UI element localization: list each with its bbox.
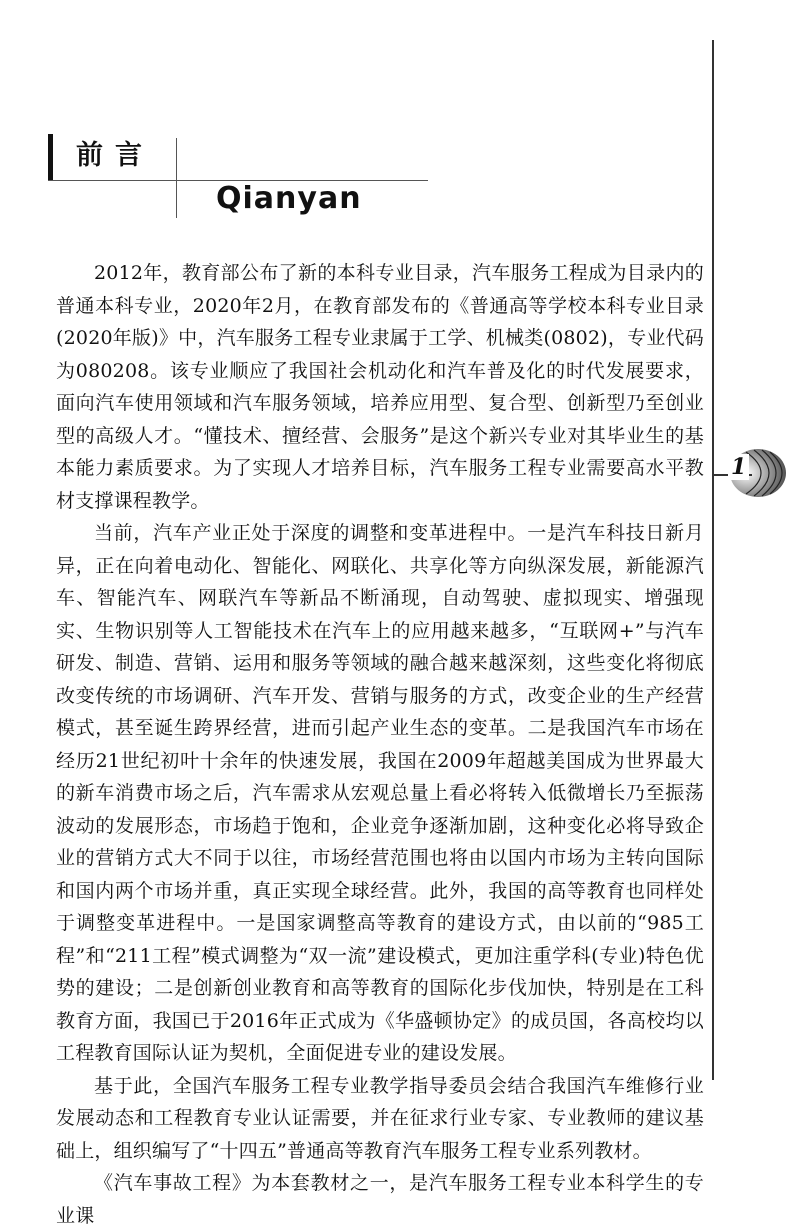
paragraph: 2012年，教育部公布了新的本科专业目录，汽车服务工程成为目录内的普通本科专业，2020年2月，在教育部发布的《普通高等学校本科专业目录(2020年版)》中，汽车服务工程专业隶属于工学、机械类(0802)，专业代码为080208。该专业顺应了我国社会机动化和汽车普及化的时代发展要求，面向汽车使用领域和汽车服务领域，培养应用型、复合型、创新型乃至创业型的高级人才。“懂技术、擅经营、会服务”是这个新兴专业对其毕业生的基本能力素质要求。为了实现人才培养目标，汽车服务工程专业需要高水平教材支撑课程教学。: [56, 262, 704, 512]
body-text: [56, 257, 704, 1232]
paragraph: 《汽车事故工程》为本套教材之一，是汽车服务工程专业本科学生的专业课: [56, 1172, 704, 1227]
section-heading: [48, 132, 433, 224]
margin-rule: [712, 40, 714, 1080]
page-number: 1: [728, 454, 749, 480]
page-subtitle: Qianyan: [216, 181, 362, 216]
page-tab: [706, 444, 790, 502]
paragraph: 基于此，全国汽车服务工程专业教学指导委员会结合我国汽车维修行业发展动态和工程教育专业认证需要，并在征求行业专家、专业教师的建议基础上，组织编写了“十四五”普通高等教育汽车服务工程专业系列教材。: [56, 1074, 704, 1162]
heading-rule-vertical: [176, 138, 177, 218]
paragraph: 当前，汽车产业正处于深度的调整和变革进程中。一是汽车科技日新月异，正在向着电动化、智能化、网联化、共享化等方向纵深发展，新能源汽车、智能汽车、网联汽车等新品不断涌现，自动驾驶、虚拟现实、增强现实、生物识别等人工智能技术在汽车上的应用越来越多，“互联网+”与汽车研发、制造、营销、运用和服务等领域的融合越来越深刻，这些变化将彻底改变传统的市场调研、汽车开发、营销与服务的方式，改变企业的生产经营模式，甚至诞生跨界经营，进而引起产业生态的变革。二是我国汽车市场在经历21世纪初叶十余年的快速发展，我国在2009年超越美国成为世界最大的新车消费市场之后，汽车需求从宏观总量上看必将转入低微增长乃至振荡波动的发展形态，市场趋于饱和，企业竞争逐渐加剧，这种变化必将导致企业的营销方式大不同于以往，市场经营范围也将由以国内市场为主转向国际和国内两个市场并重，真正实现全球经营。此外，我国的高等教育也同样处于调整变革进程中。一是国家调整高等教育的建设方式，由以前的“985工程”和“211工程”模式调整为“双一流”建设模式，更加注重学科(专业)特色优势的建设；二是创新创业教育和高等教育的国际化步伐加快，特别是在工科教育方面，我国已于2016年正式成为《华盛顿协定》的成员国，各高校均以工程教育国际认证为契机，全面促进专业的建设发展。: [56, 522, 704, 1064]
page-title: 前言: [76, 140, 154, 171]
heading-bar: [48, 134, 53, 180]
